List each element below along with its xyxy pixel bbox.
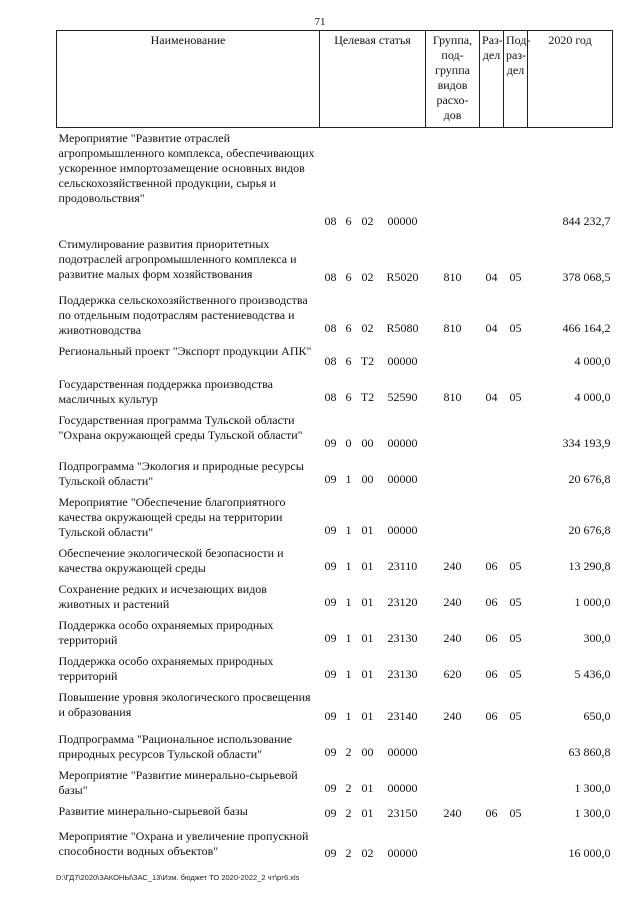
row-name: Обеспечение экологической безопасности и качества окружающей среды [58,545,284,575]
table-row [57,801,613,826]
code-program: 09 [324,805,337,820]
expense-group [426,729,480,765]
code-subprogram: 6 [345,320,352,335]
section [480,341,504,374]
section: 06 [485,666,498,681]
code-program: 09 [324,558,337,573]
table-row [57,826,613,866]
expense-group: 240 [443,594,462,609]
code-direction: 00000 [387,522,418,537]
code-program: 09 [324,845,337,860]
code-program: 09 [324,630,337,645]
code-direction: 23130 [387,630,418,645]
expense-group [426,826,480,866]
code-direction: 52590 [387,389,418,404]
section: 04 [485,269,498,284]
amount-2020: 1 300,0 [574,780,611,795]
row-name: Мероприятие "Обеспечение благоприятного качества окружающей среды на территории Тульской области" [58,494,286,539]
row-name: Поддержка особо охраняемых природных территорий [58,653,274,683]
code-event: 00 [361,435,374,450]
header-target-article: Целевая статья [320,31,426,128]
table-row [57,341,613,374]
code-subprogram: 6 [345,389,352,404]
code-event: 01 [361,594,374,609]
row-name: Мероприятие "Развитие минерально-сырьевой базы" [58,767,298,797]
subsection: 05 [509,594,522,609]
code-event: T2 [360,389,375,404]
expense-group [426,456,480,492]
amount-2020: 13 290,8 [568,558,611,573]
section: 06 [485,558,498,573]
expense-group: 810 [443,269,462,284]
table-row [57,456,613,492]
row-name: Поддержка сельскохозяйственного производства по отдельным подотраслям растениеводства и животноводства [58,292,308,337]
subsection [504,826,528,866]
code-subprogram: 2 [345,845,352,860]
code-direction: 00000 [387,744,418,759]
code-event: 02 [361,320,374,335]
amount-2020: 378 068,5 [562,269,611,284]
code-event: 02 [361,213,374,228]
code-program: 08 [324,353,337,368]
amount-2020: 4 000,0 [574,389,611,404]
amount-2020: 5 436,0 [574,666,611,681]
code-direction: 00000 [387,435,418,450]
code-program: 09 [324,435,337,450]
code-subprogram: 2 [345,805,352,820]
header-section: Раз-дел [480,31,504,128]
subsection [504,410,528,456]
page-number: 71 [314,16,326,28]
row-name: Поддержка особо охраняемых природных территорий [58,617,274,647]
expense-group [426,128,480,234]
expense-group: 810 [443,320,462,335]
table-row [57,234,613,290]
code-program: 09 [324,708,337,723]
subsection [504,765,528,801]
subsection: 05 [509,558,522,573]
row-name: Подпрограмма "Рациональное использование природных ресурсов Тульской области" [58,731,293,761]
code-direction: 23150 [387,805,418,820]
table-row [57,492,613,543]
code-program: 09 [324,666,337,681]
row-name: Государственная программа Тульской области "Охрана окружающей среды Тульской области" [58,412,303,442]
expense-group [426,341,480,374]
expense-group: 240 [443,630,462,645]
row-name: Государственная поддержка производства масличных культур [58,376,273,406]
header-name: Наименование [57,31,320,128]
code-direction: 23140 [387,708,418,723]
code-program: 08 [324,213,337,228]
row-name: Мероприятие "Охрана и увеличение пропускной способности водных объектов" [58,828,309,858]
amount-2020: 1 300,0 [574,805,611,820]
section [480,765,504,801]
header-expense-group: Группа, под-группа видов расхо-дов [426,31,480,128]
code-subprogram: 1 [345,666,352,681]
section: 06 [485,630,498,645]
table-row [57,615,613,651]
code-direction: 00000 [387,780,418,795]
table-row [57,290,613,341]
subsection: 05 [509,630,522,645]
code-subprogram: 1 [345,471,352,486]
table-row [57,765,613,801]
subsection: 05 [509,666,522,681]
row-name: Региональный проект "Экспорт продукции АПК" [58,343,312,358]
code-subprogram: 0 [345,435,352,450]
code-direction: R5080 [386,320,419,335]
table-row [57,410,613,456]
code-subprogram: 2 [345,744,352,759]
expense-group: 240 [443,805,462,820]
table-row [57,651,613,687]
code-direction: 23110 [387,558,418,573]
code-event: 01 [361,805,374,820]
code-program: 08 [324,320,337,335]
section [480,456,504,492]
budget-table [56,30,613,866]
amount-2020: 16 000,0 [568,845,611,860]
section [480,410,504,456]
subsection [504,456,528,492]
code-subprogram: 6 [345,353,352,368]
section [480,492,504,543]
row-name: Стимулирование развития приоритетных подотраслей агропромышленного комплекса и развитие малых форм хозяйствования [58,236,297,281]
code-event: 01 [361,708,374,723]
code-subprogram: 1 [345,594,352,609]
code-program: 09 [324,522,337,537]
expense-group [426,765,480,801]
amount-2020: 300,0 [583,630,611,645]
code-subprogram: 2 [345,780,352,795]
expense-group [426,492,480,543]
header-year-2020: 2020 год [528,31,613,128]
section: 06 [485,594,498,609]
amount-2020: 4 000,0 [574,353,611,368]
code-direction: 23120 [387,594,418,609]
subsection [504,729,528,765]
row-name: Повышение уровня экологического просвещения и образования [58,689,311,719]
code-program: 08 [324,269,337,284]
expense-group: 810 [443,389,462,404]
table-row [57,687,613,729]
subsection [504,128,528,234]
code-event: 02 [361,845,374,860]
code-event: 00 [361,471,374,486]
section [480,826,504,866]
code-program: 08 [324,389,337,404]
subsection: 05 [509,269,522,284]
table-row [57,374,613,410]
section: 06 [485,708,498,723]
amount-2020: 650,0 [583,708,611,723]
subsection: 05 [509,320,522,335]
expense-group: 620 [443,666,462,681]
code-program: 09 [324,780,337,795]
amount-2020: 1 000,0 [574,594,611,609]
section: 06 [485,805,498,820]
row-name: Подпрограмма "Экология и природные ресурсы Тульской области" [58,458,304,488]
code-program: 09 [324,471,337,486]
code-subprogram: 1 [345,522,352,537]
code-direction: 00000 [387,845,418,860]
table-row [57,579,613,615]
subsection [504,492,528,543]
amount-2020: 20 676,8 [568,471,611,486]
subsection: 05 [509,805,522,820]
expense-group: 240 [443,708,462,723]
expense-group [426,410,480,456]
amount-2020: 334 193,9 [562,435,611,450]
code-subprogram: 6 [345,213,352,228]
code-program: 09 [324,744,337,759]
table-row [57,543,613,579]
table-header-row [57,31,613,128]
code-subprogram: 6 [345,269,352,284]
subsection: 05 [509,389,522,404]
code-direction: 00000 [387,213,418,228]
code-direction: R5020 [386,269,419,284]
row-name: Развитие минерально-сырьевой базы [58,803,248,818]
code-direction: 00000 [387,471,418,486]
code-direction: 23130 [387,666,418,681]
code-direction: 00000 [387,353,418,368]
table-row [57,128,613,234]
amount-2020: 466 164,2 [562,320,611,335]
table-row [57,729,613,765]
section [480,128,504,234]
section [480,729,504,765]
amount-2020: 20 676,8 [568,522,611,537]
section: 04 [485,389,498,404]
code-event: 01 [361,666,374,681]
code-subprogram: 1 [345,558,352,573]
amount-2020: 63 860,8 [568,744,611,759]
row-name: Сохранение редких и исчезающих видов животных и растений [58,581,267,611]
code-event: 02 [361,269,374,284]
code-event: 01 [361,522,374,537]
code-subprogram: 1 [345,630,352,645]
expense-group: 240 [443,558,462,573]
code-event: 01 [361,558,374,573]
subsection [504,341,528,374]
amount-2020: 844 232,7 [562,213,611,228]
code-program: 09 [324,594,337,609]
code-event: 01 [361,630,374,645]
code-event: 01 [361,780,374,795]
row-name: Мероприятие "Развитие отраслей агропромышленного комплекса, обеспечивающих ускоренное импортозамещение основных видов сельскохозяйственной продукции, сырья и продовольствия" [58,131,315,205]
section: 04 [485,320,498,335]
header-subsection: Под-раз-дел [504,31,528,128]
code-subprogram: 1 [345,708,352,723]
subsection: 05 [509,708,522,723]
file-path-footer: D:\ГД7\2020\ЗАКОНЫ\ЗАС_13\Изм. бюджет ТО 2020-2022_2 чт\рг6.xls [56,873,300,882]
code-event: T2 [360,353,375,368]
code-event: 00 [361,744,374,759]
